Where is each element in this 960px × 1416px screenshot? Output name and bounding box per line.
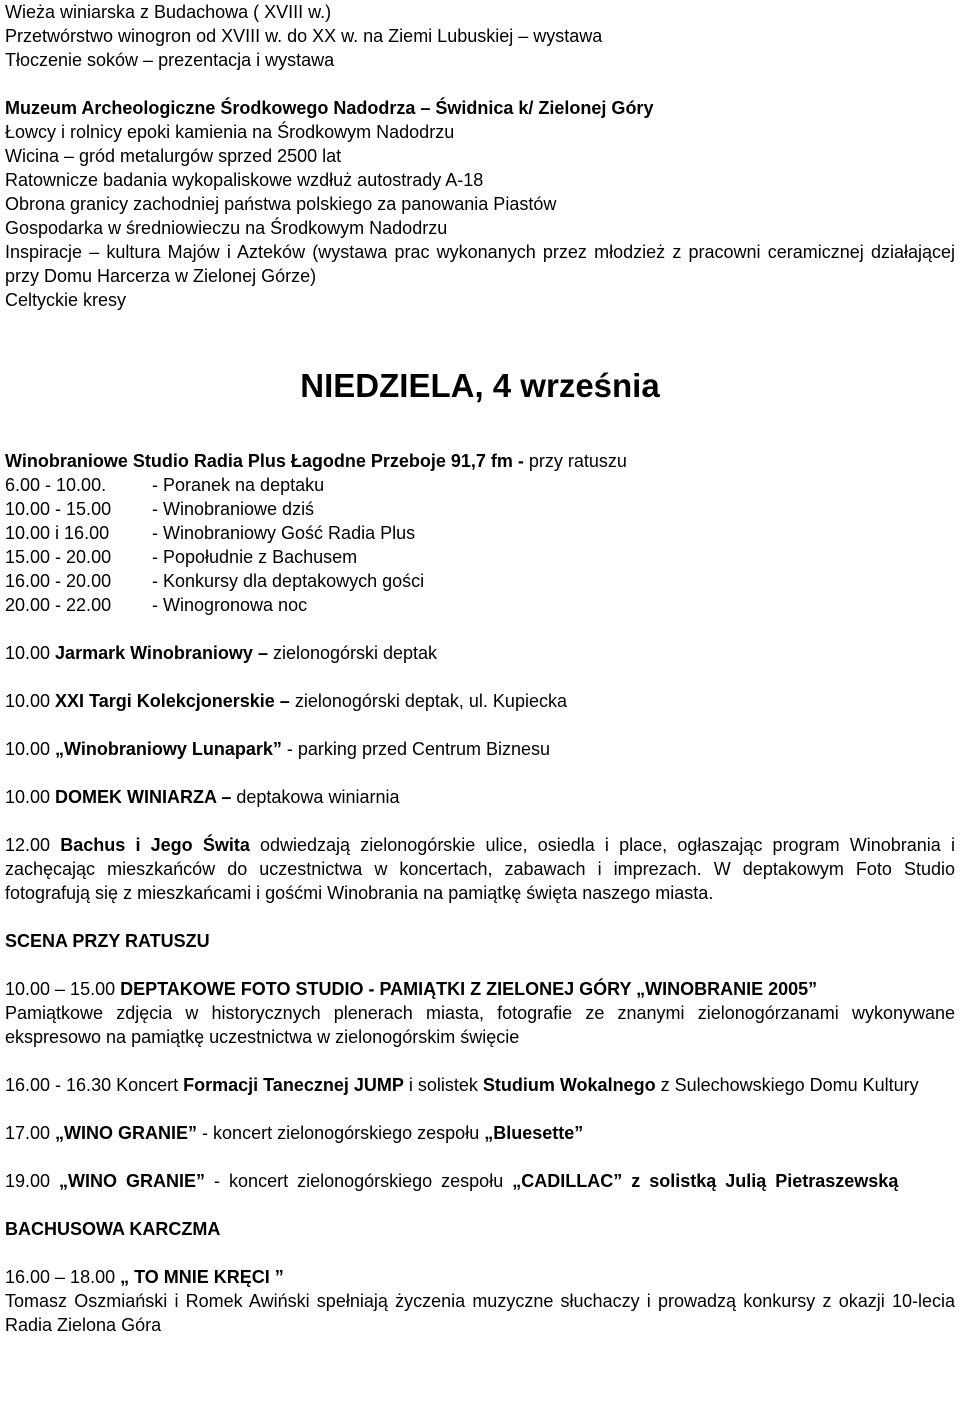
event-domek <box>5 785 955 809</box>
schedule-row <box>5 473 955 497</box>
museum-heading: Muzeum Archeologiczne Środkowego Nadodrza – Świdnica k/ Zielonej Góry <box>5 98 654 118</box>
event-targi <box>5 689 955 713</box>
intro-line: Przetwórstwo winogron od XVIII w. do XX w. na Ziemi Lubuskiej – wystawa <box>5 26 603 46</box>
event-wino-granie-2 <box>5 1169 955 1193</box>
radio-heading-bold: Winobraniowe Studio Radia Plus Łagodne Przeboje 91,7 fm - <box>5 451 524 471</box>
event-time: 10.00 <box>5 739 56 759</box>
museum-item: Ratownicze badania wykopaliskowe wzdłuż autostrady A-18 <box>5 170 484 190</box>
schedule-row <box>5 569 955 593</box>
karczma-event <box>5 1265 955 1289</box>
schedule-time: 6.00 - 10.00. <box>5 475 107 495</box>
radio-heading <box>5 449 955 473</box>
event-name: DOMEK WINIARZA – <box>55 787 232 807</box>
schedule-label: - Poranek na deptaku <box>152 475 325 495</box>
day-title: NIEDZIELA, 4 września <box>300 367 660 404</box>
event-name: „WINO GRANIE” <box>55 1123 198 1143</box>
event-time: 16.00 - 16.30 Koncert <box>5 1075 184 1095</box>
schedule-label: - Winobraniowe dziś <box>152 499 315 519</box>
karczma-desc: Tomasz Oszmiański i Romek Awiński spełniają życzenia muzyczne słuchaczy i prowadzą konkursy z okazji 10-lecia Radia Zielona Góra <box>5 1291 955 1335</box>
event-time: 12.00 <box>5 835 61 855</box>
event-band: „Bluesette” <box>484 1123 584 1143</box>
karczma-heading: BACHUSOWA KARCZMA <box>5 1219 221 1239</box>
event-place: zielonogórski deptak, ul. Kupiecka <box>289 691 567 711</box>
museum-celtyckie: Celtyckie kresy <box>5 290 127 310</box>
schedule-label: - Winobraniowy Gość Radia Plus <box>152 523 416 543</box>
schedule-time: 20.00 - 22.00 <box>5 595 112 615</box>
museum-item: Obrona granicy zachodniej państwa polskiego za panowania Piastów <box>5 194 557 214</box>
event-name: DEPTAKOWE FOTO STUDIO - PAMIĄTKI Z ZIELONEJ GÓRY „WINOBRANIE 2005” <box>120 979 818 999</box>
event-text: i solistek <box>403 1075 483 1095</box>
museum-item: Wicina – gród metalurgów sprzed 2500 lat <box>5 146 342 166</box>
schedule-label: - Popołudnie z Bachusem <box>152 547 358 567</box>
event-band: „CADILLAC” z solistką Julią Pietraszewską <box>512 1171 899 1191</box>
event-time: 10.00 <box>5 691 56 711</box>
event-time: 10.00 – 15.00 <box>5 979 121 999</box>
event-place: deptakowa winiarnia <box>231 787 400 807</box>
museum-inspiracje: Inspiracje – kultura Majów i Azteków (wystawa prac wykonanych przez młodzież z pracowni ceramicznej działającej przy Domu Harcerza w Zielonej Górze) <box>5 242 955 286</box>
event-jump <box>5 1073 955 1097</box>
event-name: Bachus i Jego Świta <box>60 835 250 855</box>
radio-heading-rest: przy ratuszu <box>523 451 627 471</box>
event-place: - parking przed Centrum Biznesu <box>281 739 551 759</box>
event-text: - koncert zielonogórskiego zespołu <box>197 1123 485 1143</box>
schedule-row <box>5 521 955 545</box>
event-bachus <box>5 833 955 905</box>
schedule-row <box>5 497 955 521</box>
event-time: 10.00 <box>5 643 56 663</box>
event-desc: odwiedzają zielonogórskie ulice, osiedla i place, ogłaszając program Winobrania i zachęcając mieszkańców do uczestnictwa w koncertach, zabawach i imprezach. W deptakowym Foto Studio fotografują się z mieszkańcami i gośćmi Winobrania na pamiątkę święta naszego miasta. <box>5 835 955 903</box>
event-time: 19.00 <box>5 1171 60 1191</box>
event-name: „Winobraniowy Lunapark” <box>55 739 282 759</box>
event-name: Formacji Tanecznej JUMP <box>183 1075 404 1095</box>
schedule-time: 15.00 - 20.00 <box>5 547 112 567</box>
event-name: XXI Targi Kolekcjonerskie – <box>55 691 290 711</box>
foto-studio-desc: Pamiątkowe zdjęcia w historycznych plenerach miasta, fotografie ze znanymi zielonogórzanami wykonywane ekspresowo na pamiątkę uczestnictwa w zielonogórskim święcie <box>5 1003 955 1047</box>
intro-line: Tłoczenie soków – prezentacja i wystawa <box>5 50 335 70</box>
schedule-row <box>5 545 955 569</box>
event-time: 16.00 – 18.00 <box>5 1267 121 1287</box>
event-wino-granie-1 <box>5 1121 955 1145</box>
museum-item: Gospodarka w średniowieczu na Środkowym Nadodrzu <box>5 218 448 238</box>
event-text: z Sulechowskiego Domu Kultury <box>655 1075 919 1095</box>
event-name: „WINO GRANIE” <box>59 1171 206 1191</box>
schedule-label: - Konkursy dla deptakowych gości <box>152 571 425 591</box>
scena-heading: SCENA PRZY RATUSZU <box>5 931 210 951</box>
foto-studio-line <box>5 977 955 1001</box>
event-time: 10.00 <box>5 787 56 807</box>
event-text: - koncert zielonogórskiego zespołu <box>205 1171 513 1191</box>
event-name: Studium Wokalnego <box>482 1075 656 1095</box>
museum-item: Łowcy i rolnicy epoki kamienia na Środkowym Nadodrzu <box>5 122 455 142</box>
event-lunapark <box>5 737 955 761</box>
event-name: „ TO MNIE KRĘCI ” <box>120 1267 284 1287</box>
event-name: Jarmark Winobraniowy – <box>55 643 268 663</box>
schedule-row <box>5 593 955 617</box>
event-place: zielonogórski deptak <box>267 643 438 663</box>
intro-line: Wieża winiarska z Budachowa ( XVIII w.) <box>5 2 332 22</box>
event-time: 17.00 <box>5 1123 56 1143</box>
schedule-time: 16.00 - 20.00 <box>5 571 112 591</box>
schedule-label: - Winogronowa noc <box>152 595 308 615</box>
event-jarmark <box>5 641 955 665</box>
schedule-time: 10.00 - 15.00 <box>5 499 112 519</box>
schedule-time: 10.00 i 16.00 <box>5 523 110 543</box>
